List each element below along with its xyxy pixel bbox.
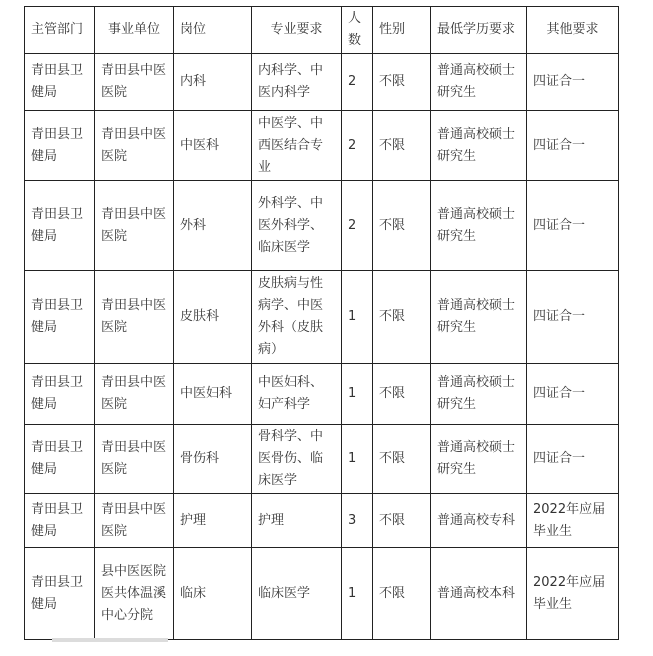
header-count: 人数 (342, 7, 373, 54)
cell-count: 2 (342, 181, 373, 271)
cell-unit: 青田县中医医院 (95, 425, 174, 494)
recruitment-table (24, 6, 619, 640)
header-gender: 性别 (373, 7, 431, 54)
cell-major: 内科学、中医内科学 (252, 54, 342, 111)
cell-major: 骨科学、中医骨伤、临床医学 (252, 425, 342, 494)
cell-count: 1 (342, 364, 373, 425)
header-unit: 事业单位 (95, 7, 174, 54)
header-position: 岗位 (174, 7, 252, 54)
cell-position: 皮肤科 (174, 271, 252, 364)
cell-other: 四证合一 (527, 54, 619, 111)
cell-education: 普通高校专科 (431, 494, 527, 548)
cell-position: 护理 (174, 494, 252, 548)
cell-other: 四证合一 (527, 181, 619, 271)
cell-unit: 青田县中医医院 (95, 54, 174, 111)
cell-department: 青田县卫健局 (25, 271, 95, 364)
cell-unit: 青田县中医医院 (95, 494, 174, 548)
cell-position: 中医妇科 (174, 364, 252, 425)
cell-other: 四证合一 (527, 111, 619, 181)
cell-department: 青田县卫健局 (25, 364, 95, 425)
table-row (25, 364, 619, 425)
cell-unit: 青田县中医医院 (95, 271, 174, 364)
cell-count: 1 (342, 271, 373, 364)
cell-gender: 不限 (373, 364, 431, 425)
header-education: 最低学历要求 (431, 7, 527, 54)
table-row (25, 548, 619, 640)
table-row (25, 54, 619, 111)
cell-count: 2 (342, 111, 373, 181)
table-row (25, 111, 619, 181)
cell-major: 护理 (252, 494, 342, 548)
cell-department: 青田县卫健局 (25, 425, 95, 494)
cell-count: 2 (342, 54, 373, 111)
cell-position: 中医科 (174, 111, 252, 181)
cell-major: 中医妇科、妇产科学 (252, 364, 342, 425)
cell-other: 2022年应届毕业生 (527, 548, 619, 640)
cell-count: 3 (342, 494, 373, 548)
cell-count: 1 (342, 425, 373, 494)
horizontal-scrollbar[interactable] (52, 638, 168, 642)
cell-gender: 不限 (373, 548, 431, 640)
cell-gender: 不限 (373, 181, 431, 271)
cell-major: 外科学、中医外科学、 临床医学 (252, 181, 342, 271)
cell-gender: 不限 (373, 425, 431, 494)
cell-major: 中医学、中西医结合专业 (252, 111, 342, 181)
cell-unit: 青田县中医医院 (95, 111, 174, 181)
cell-other: 四证合一 (527, 425, 619, 494)
cell-gender: 不限 (373, 111, 431, 181)
cell-department: 青田县卫健局 (25, 111, 95, 181)
cell-department: 青田县卫健局 (25, 548, 95, 640)
cell-other: 四证合一 (527, 271, 619, 364)
table-row (25, 494, 619, 548)
cell-education: 普通高校硕士研究生 (431, 54, 527, 111)
header-major: 专业要求 (252, 7, 342, 54)
cell-position: 内科 (174, 54, 252, 111)
cell-education: 普通高校硕士研究生 (431, 181, 527, 271)
cell-major: 皮肤病与性病学、中医外科（皮肤病） (252, 271, 342, 364)
cell-unit: 县中医医院医共体温溪中心分院 (95, 548, 174, 640)
table-row (25, 425, 619, 494)
cell-position: 骨伤科 (174, 425, 252, 494)
cell-education: 普通高校硕士研究生 (431, 425, 527, 494)
cell-education: 普通高校本科 (431, 548, 527, 640)
cell-department: 青田县卫健局 (25, 494, 95, 548)
table-header-row (25, 7, 619, 54)
cell-other: 四证合一 (527, 364, 619, 425)
cell-education: 普通高校硕士研究生 (431, 111, 527, 181)
cell-department: 青田县卫健局 (25, 54, 95, 111)
cell-education: 普通高校硕士研究生 (431, 364, 527, 425)
cell-position: 临床 (174, 548, 252, 640)
cell-department: 青田县卫健局 (25, 181, 95, 271)
header-department: 主管部门 (25, 7, 95, 54)
table-row (25, 181, 619, 271)
cell-gender: 不限 (373, 271, 431, 364)
recruitment-table-container (24, 6, 618, 640)
cell-unit: 青田县中医医院 (95, 364, 174, 425)
cell-gender: 不限 (373, 494, 431, 548)
cell-major: 临床医学 (252, 548, 342, 640)
cell-unit: 青田县中医医院 (95, 181, 174, 271)
cell-education: 普通高校硕士研究生 (431, 271, 527, 364)
table-row (25, 271, 619, 364)
cell-count: 1 (342, 548, 373, 640)
cell-position: 外科 (174, 181, 252, 271)
cell-gender: 不限 (373, 54, 431, 111)
header-other: 其他要求 (527, 7, 619, 54)
cell-other: 2022年应届毕业生 (527, 494, 619, 548)
